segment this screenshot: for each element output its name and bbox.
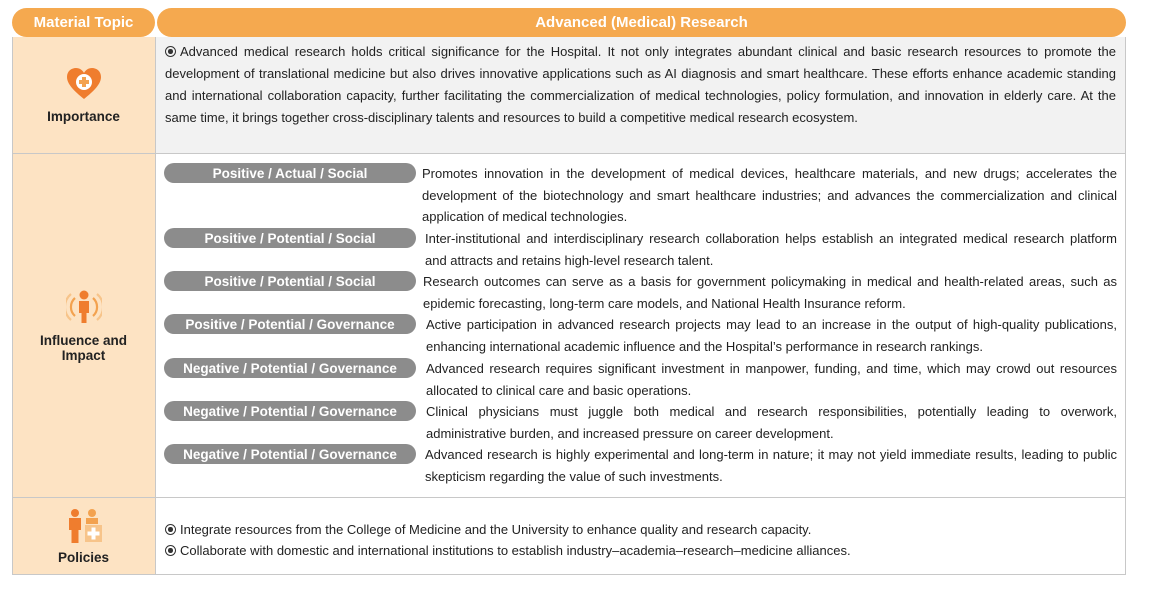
- material-topic-header: Material Topic: [12, 8, 155, 37]
- impact-text: Inter-institutional and interdisciplinary research collaboration helps establish an integrated medical research platform and attracts and retains high-level research talent.: [425, 231, 1117, 268]
- row-divider: [12, 153, 1126, 154]
- impact-tag: Positive / Actual / Social: [164, 163, 416, 183]
- influence-label: Influence and Impact: [39, 332, 127, 363]
- importance-label-cell: [12, 37, 155, 153]
- impact-tag: Negative / Potential / Governance: [164, 401, 416, 421]
- importance-content: [155, 37, 1125, 153]
- impact-tag: Positive / Potential / Social: [164, 228, 416, 248]
- bullet-icon: [165, 524, 176, 535]
- person-broadcast-icon: [66, 289, 102, 325]
- impact-tag: Positive / Potential / Governance: [164, 314, 416, 334]
- impact-tag: Negative / Potential / Governance: [164, 358, 416, 378]
- impact-text: Active participation in advanced research projects may lead to an increase in the output of high-quality publications, enhancing international academic influence and the Hospital’s performance in research rankings.: [426, 317, 1117, 354]
- column-divider: [155, 37, 156, 574]
- policy-item: Integrate resources from the College of Medicine and the University to enhance quality and research capacity.: [180, 522, 812, 537]
- importance-label: Importance: [47, 108, 120, 124]
- people-medical-icon: [64, 508, 104, 544]
- topic-title-header: Advanced (Medical) Research: [157, 8, 1126, 37]
- impact-text: Research outcomes can serve as a basis for government policymaking in medical and health-related areas, such as epidemic forecasting, long-term care models, and National Health Insurance reform.: [423, 274, 1117, 311]
- impact-text: Promotes innovation in the development of medical devices, healthcare materials, and new drugs; accelerates the development of the biotechnology and smart healthcare industries; and advances the commercialization and clinical application of medical technologies.: [422, 166, 1117, 224]
- importance-text: Advanced medical research holds critical significance for the Hospital. It not only integrates abundant clinical and basic research resources to promote the development of translational medicine but also drives innovative applications such as AI diagnosis and smart healthcare. These efforts enhance academic standing and international collaboration capacity, further facilitating the commercialization of medical technologies, policy formulation, and innovation in elderly care. At the same time, it brings together cross-disciplinary talents and resources to build a competitive medical research ecosystem.: [165, 44, 1116, 125]
- influence-label-cell: [12, 154, 155, 497]
- table-left-border: [12, 37, 13, 574]
- impact-text: Clinical physicians must juggle both medical and research responsibilities, potentially leading to overwork, administrative burden, and increased pressure on career development.: [426, 404, 1117, 441]
- table-right-border: [1125, 37, 1126, 574]
- impact-text: Advanced research is highly experimental and long-term in nature; it may not yield immediate results, leading to public skepticism regarding the value of such investments.: [425, 447, 1117, 484]
- row-divider: [12, 497, 1126, 498]
- policies-label-cell: [12, 498, 155, 574]
- heart-plus-icon: [66, 67, 102, 101]
- policies-label: Policies: [57, 549, 110, 565]
- policy-item: Collaborate with domestic and international institutions to establish industry–academia–research–medicine alliances.: [180, 543, 851, 558]
- policies-content: [155, 498, 1125, 574]
- impact-text: Advanced research requires significant investment in manpower, funding, and time, which may crowd out resources allocated to clinical care and basic operations.: [426, 361, 1117, 398]
- impact-tag: Negative / Potential / Governance: [164, 444, 416, 464]
- impact-tag: Positive / Potential / Social: [164, 271, 416, 291]
- table-bottom-border: [12, 574, 1126, 575]
- bullet-icon: [165, 545, 176, 556]
- bullet-icon: [165, 46, 176, 57]
